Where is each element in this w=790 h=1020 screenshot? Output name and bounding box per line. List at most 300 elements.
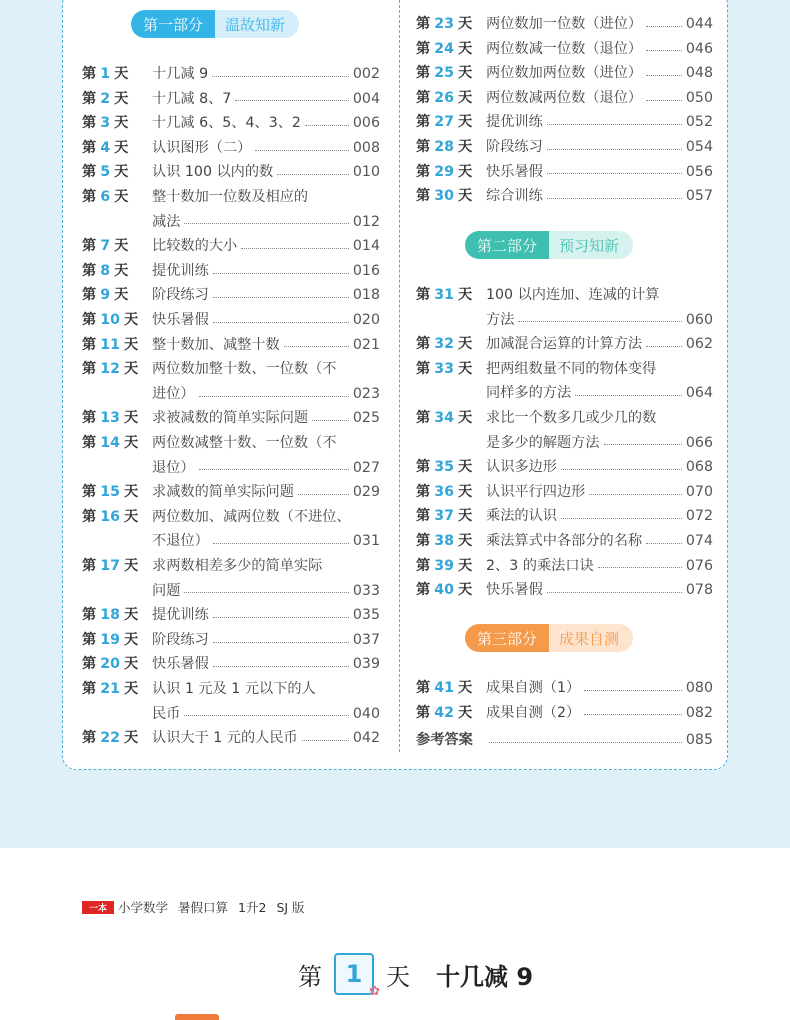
page-number: 037 [352, 631, 380, 648]
entry-title: 两位数加两位数（进位） [486, 65, 643, 82]
toc-entry[interactable] [82, 333, 380, 358]
toc-entry[interactable] [82, 357, 380, 406]
toc-entry[interactable] [416, 529, 713, 554]
entry-title: 求减数的简单实际问题 [152, 484, 294, 501]
day-suffix: 天 [123, 312, 139, 328]
toc-entry[interactable] [416, 578, 713, 603]
flower-icon: ✿ [369, 984, 380, 999]
page-number: 021 [352, 336, 380, 353]
leader-dots [184, 592, 349, 593]
page-number: 042 [352, 730, 380, 747]
day-suffix: 天 [123, 656, 139, 673]
entry-title: 快乐暑假 [152, 656, 209, 673]
day-suffix: 天 [123, 435, 139, 451]
toc-entry[interactable] [82, 628, 380, 653]
day-number: 16 [100, 508, 120, 525]
entry-title: 加减混合运算的计算方法 [486, 336, 643, 353]
day-prefix: 第 [416, 139, 431, 155]
day-number: 27 [434, 114, 454, 131]
toc-entry[interactable] [416, 283, 713, 332]
day-prefix: 第 [82, 607, 97, 624]
day-suffix: 天 [123, 484, 139, 501]
day-suffix: 天 [114, 287, 129, 304]
day-suffix: 天 [123, 607, 139, 624]
day-number: 23 [434, 16, 454, 32]
page-number: 056 [685, 163, 713, 180]
day-number: 30 [434, 188, 454, 205]
leader-dots [213, 322, 349, 323]
entry-title: 阶段练习 [486, 139, 543, 155]
day-label [82, 259, 148, 284]
entry-title: 乘法算式中各部分的名称 [486, 533, 643, 549]
leader-dots [284, 346, 349, 347]
page-number: 060 [685, 311, 713, 328]
section-name: 成果自测 [549, 624, 633, 652]
day-suffix: 天 [457, 459, 473, 476]
toc-entry[interactable] [416, 357, 713, 406]
toc-entry[interactable] [82, 160, 380, 185]
day-number: 40 [434, 582, 454, 599]
day-suffix: 天 [114, 66, 129, 82]
day-prefix: 第 [82, 287, 97, 304]
toc-entry[interactable] [416, 701, 713, 726]
subject-text: 小学数学 [118, 900, 169, 915]
entry-title: 求两数相差多少的简单实际 [152, 558, 323, 574]
leader-dots [561, 469, 682, 470]
day-prefix: 第 [82, 336, 97, 353]
leader-dots [646, 26, 682, 27]
leader-dots [213, 543, 349, 544]
day-number: 32 [434, 336, 454, 353]
day-prefix: 第 [416, 508, 431, 525]
page-number: 082 [685, 704, 713, 721]
day-suffix: 天 [457, 360, 473, 377]
entry-title: 快乐暑假 [486, 163, 543, 180]
page-number: 025 [352, 410, 380, 427]
day-prefix: 第 [82, 508, 97, 525]
toc-entry[interactable] [416, 332, 713, 357]
day-number: 3 [100, 115, 111, 132]
day-prefix: 第 [416, 40, 431, 57]
page-number: 078 [685, 582, 713, 599]
day-number-box [334, 953, 380, 999]
book-text: 暑假口算 [178, 900, 229, 915]
day-suffix: 天 [114, 238, 129, 255]
day-label [82, 726, 148, 751]
entry-title: 求比一个数多几或少几的数 [486, 410, 657, 426]
column-divider [399, 0, 400, 752]
page-number: 031 [352, 533, 380, 550]
leader-dots [547, 592, 682, 593]
day-label [416, 406, 482, 431]
entry-title: 方法 [486, 311, 515, 328]
day-prefix: 第 [82, 115, 97, 132]
page-number: 052 [685, 114, 713, 131]
day-label [416, 283, 482, 308]
day-suffix: 天 [114, 164, 129, 181]
page-number: 033 [352, 582, 380, 599]
entry-title: 不退位） [152, 533, 209, 550]
title-prefix: 第 [298, 962, 322, 991]
leader-dots [598, 567, 682, 568]
day-suffix: 天 [457, 65, 473, 82]
day-prefix: 第 [416, 704, 431, 721]
leader-dots [518, 321, 682, 322]
page-number: 085 [685, 732, 713, 748]
leader-dots [584, 690, 682, 691]
toc-entry[interactable] [82, 308, 380, 333]
day-number: 34 [434, 410, 454, 426]
day-suffix: 天 [457, 163, 473, 180]
toc-entry[interactable] [416, 110, 713, 135]
section-badge-part2 [465, 231, 633, 259]
toc-entry[interactable] [416, 480, 713, 505]
entry-title: 两位数加整十数、一位数（不 [152, 361, 337, 378]
day-label [82, 505, 148, 530]
leader-dots [235, 100, 349, 101]
leader-dots [241, 248, 349, 249]
day-prefix: 第 [416, 114, 431, 131]
day-number: 15 [100, 484, 120, 501]
page-number: 048 [685, 65, 713, 82]
leader-dots [213, 666, 349, 667]
page-number: 080 [685, 680, 713, 696]
day-label [82, 677, 148, 702]
toc-entry[interactable] [82, 259, 380, 284]
toc-entry[interactable] [416, 184, 713, 209]
day-prefix: 第 [416, 582, 431, 599]
day-prefix: 第 [82, 262, 97, 279]
day-suffix: 天 [457, 582, 473, 599]
leader-dots [184, 715, 349, 716]
page-number: 040 [352, 705, 380, 722]
page-number: 004 [352, 90, 380, 107]
toc-entry[interactable] [82, 406, 380, 431]
day-prefix: 第 [416, 188, 431, 205]
day-label [82, 111, 148, 136]
day-label [82, 308, 148, 333]
entry-title: 十几减 8、7 [152, 90, 232, 107]
entry-title: 提优训练 [152, 607, 209, 624]
day-label [82, 652, 148, 677]
day-number: 1 [345, 960, 363, 988]
title-suffix: 天 [386, 962, 410, 991]
day-prefix: 第 [416, 680, 431, 696]
leader-dots [199, 469, 349, 470]
day-suffix: 天 [457, 139, 473, 155]
entry-title: 两位数减两位数（退位） [486, 89, 643, 106]
edition-text: SJ 版 [276, 900, 305, 915]
leader-dots [646, 100, 682, 101]
page-number: 020 [352, 312, 380, 328]
page-number: 006 [352, 115, 380, 132]
toc-entry[interactable] [82, 111, 380, 136]
day-number: 21 [100, 681, 120, 697]
entry-title: 两位数减整十数、一位数（不 [152, 435, 337, 451]
day-prefix: 第 [416, 557, 431, 574]
page-number: 050 [685, 89, 713, 106]
page-number: 054 [685, 139, 713, 155]
toc-entry[interactable] [416, 406, 713, 455]
day-number: 33 [434, 360, 454, 377]
day-label [416, 184, 482, 209]
day-prefix: 第 [82, 484, 97, 501]
day-label [416, 529, 482, 554]
day-suffix: 天 [457, 410, 473, 426]
day-number: 7 [100, 238, 111, 255]
leader-dots [298, 494, 349, 495]
toc-entry[interactable] [416, 676, 713, 701]
day-suffix: 天 [457, 114, 473, 131]
entry-title: 整十数加一位数及相应的 [152, 189, 309, 205]
day-label [82, 480, 148, 505]
day-label [416, 480, 482, 505]
day-number: 26 [434, 89, 454, 106]
leader-dots [584, 714, 682, 715]
day-number: 6 [100, 189, 111, 205]
orange-tab-marker [175, 1014, 219, 1020]
toc-entry[interactable] [416, 86, 713, 111]
day-label [82, 136, 148, 161]
page-number: 018 [352, 287, 380, 304]
toc-entry[interactable] [82, 62, 380, 87]
page-number: 016 [352, 262, 380, 279]
lesson-title [298, 952, 534, 999]
page-number: 062 [685, 336, 713, 353]
day-suffix: 天 [114, 139, 129, 156]
toc-entry[interactable] [82, 234, 380, 259]
leader-dots [184, 223, 349, 224]
day-prefix: 第 [82, 681, 97, 697]
toc-entry[interactable] [416, 554, 713, 579]
day-suffix: 天 [457, 16, 473, 32]
day-number: 28 [434, 139, 454, 155]
entry-title: 整十数加、减整十数 [152, 336, 280, 353]
day-label [416, 504, 482, 529]
day-suffix: 天 [123, 631, 139, 648]
entry-title: 认识图形（二） [152, 139, 252, 156]
day-suffix: 天 [457, 557, 473, 574]
toc-entry[interactable] [416, 12, 713, 37]
day-prefix: 第 [82, 139, 97, 156]
day-number: 42 [434, 704, 454, 721]
entry-title: 认识多边形 [486, 459, 557, 476]
toc-entry[interactable] [416, 455, 713, 480]
leader-dots [305, 125, 349, 126]
page-number: 008 [352, 139, 380, 156]
toc-entry[interactable] [82, 652, 380, 677]
day-label [416, 12, 482, 37]
toc-entry[interactable] [416, 160, 713, 185]
section-label: 第二部分 [465, 231, 549, 259]
page-number: 002 [352, 66, 380, 82]
toc-entry[interactable] [82, 480, 380, 505]
day-label [416, 160, 482, 185]
day-label [416, 455, 482, 480]
day-suffix: 天 [457, 533, 473, 549]
toc-entry[interactable] [82, 505, 380, 554]
page-number: 074 [685, 533, 713, 549]
day-label [82, 554, 148, 579]
leader-dots [489, 742, 682, 743]
toc-entry[interactable] [82, 185, 380, 234]
entry-title: 进位） [152, 385, 195, 402]
toc-entry[interactable] [82, 554, 380, 603]
day-number: 2 [100, 90, 111, 107]
day-number: 8 [100, 262, 111, 279]
day-label [416, 554, 482, 579]
entry-title: 同样多的方法 [486, 385, 572, 402]
day-prefix: 第 [416, 65, 431, 82]
leader-dots [547, 173, 682, 174]
toc-entry[interactable] [82, 283, 380, 308]
day-label [82, 431, 148, 456]
day-prefix: 第 [82, 238, 97, 255]
entry-title: 认识平行四边形 [486, 483, 586, 500]
day-suffix: 天 [457, 680, 473, 696]
entry-title: 两位数加一位数（进位） [486, 16, 643, 32]
leader-dots [213, 642, 349, 643]
toc-entry[interactable] [416, 37, 713, 62]
day-number: 22 [100, 730, 120, 747]
entry-title: 成果自测（2） [486, 704, 581, 721]
page-number: 070 [685, 483, 713, 500]
leader-dots [589, 494, 682, 495]
leader-dots [646, 50, 682, 51]
toc-entry[interactable] [82, 677, 380, 726]
entry-title: 民币 [152, 705, 181, 722]
day-label [416, 110, 482, 135]
section-name: 温故知新 [215, 10, 299, 38]
toc-entry[interactable] [82, 726, 380, 751]
day-suffix: 天 [123, 681, 139, 697]
day-suffix: 天 [123, 558, 139, 574]
page-number: 010 [352, 164, 380, 181]
day-prefix: 第 [82, 164, 97, 181]
page-number: 012 [352, 213, 380, 230]
day-number: 13 [100, 410, 120, 427]
leader-dots [646, 543, 682, 544]
toc-entry[interactable] [416, 135, 713, 160]
day-prefix: 第 [416, 89, 431, 106]
day-suffix: 天 [123, 361, 139, 378]
lesson-name: 十几减 9 [436, 962, 534, 991]
day-suffix: 天 [457, 704, 473, 721]
leader-dots [213, 273, 349, 274]
toc-entry[interactable] [82, 603, 380, 628]
toc-entry[interactable] [82, 136, 380, 161]
day-number: 1 [100, 66, 111, 82]
entry-title: 成果自测（1） [486, 680, 581, 696]
day-label [82, 160, 148, 185]
day-label [416, 61, 482, 86]
day-number: 29 [434, 163, 454, 180]
leader-dots [255, 150, 349, 151]
leader-dots [547, 124, 682, 125]
day-label [82, 603, 148, 628]
entry-title: 求被减数的简单实际问题 [152, 410, 309, 427]
page-number: 068 [685, 459, 713, 476]
day-number: 35 [434, 459, 454, 476]
day-label [416, 86, 482, 111]
toc-entry[interactable] [416, 61, 713, 86]
day-number: 36 [434, 483, 454, 500]
day-suffix: 天 [457, 40, 473, 57]
leader-dots [547, 198, 682, 199]
page-number: 029 [352, 484, 380, 501]
leader-dots [213, 297, 349, 298]
day-label [82, 234, 148, 259]
day-label [82, 628, 148, 653]
leader-dots [302, 740, 349, 741]
day-prefix: 第 [82, 361, 97, 378]
entry-title: 两位数减一位数（退位） [486, 40, 643, 57]
toc-entry[interactable] [82, 87, 380, 112]
page-number: 064 [685, 385, 713, 402]
day-prefix: 第 [416, 410, 431, 426]
day-label [82, 185, 148, 210]
day-prefix: 第 [82, 90, 97, 107]
day-prefix: 第 [82, 189, 97, 205]
entry-title: 乘法的认识 [486, 508, 557, 525]
day-number: 39 [434, 557, 454, 574]
day-prefix: 第 [416, 287, 431, 303]
entry-title: 减法 [152, 213, 181, 230]
day-prefix: 第 [82, 558, 97, 574]
page-number: 039 [352, 656, 380, 673]
leader-dots [213, 617, 349, 618]
entry-title: 退位） [152, 459, 195, 476]
day-prefix: 第 [82, 730, 97, 747]
section-label: 第三部分 [465, 624, 549, 652]
leader-dots [277, 174, 349, 175]
day-label [82, 62, 148, 87]
day-number: 17 [100, 558, 120, 574]
day-suffix: 天 [457, 89, 473, 106]
day-label [82, 357, 148, 382]
entry-title: 十几减 9 [152, 66, 209, 82]
page-number: 014 [352, 238, 380, 255]
leader-dots [604, 444, 682, 445]
day-number: 14 [100, 435, 120, 451]
leader-dots [646, 346, 682, 347]
page-number: 044 [685, 16, 713, 32]
day-number: 41 [434, 680, 454, 696]
day-number: 11 [100, 336, 120, 353]
entry-title: 阶段练习 [152, 631, 209, 648]
section-badge-part1 [131, 10, 299, 38]
leader-dots [561, 518, 682, 519]
page-number: 076 [685, 557, 713, 574]
section-label: 第一部分 [131, 10, 215, 38]
day-number: 20 [100, 656, 120, 673]
page-number: 057 [685, 188, 713, 205]
toc-entry[interactable] [416, 504, 713, 529]
leader-dots [199, 396, 349, 397]
toc-entry[interactable] [82, 431, 380, 480]
day-suffix: 天 [457, 508, 473, 525]
page-number: 035 [352, 607, 380, 624]
day-prefix: 第 [82, 435, 97, 451]
leader-dots [646, 75, 682, 76]
entry-title: 十几减 6、5、4、3、2 [152, 115, 301, 132]
day-number: 5 [100, 164, 111, 181]
section-badge-part3 [465, 624, 633, 652]
leader-dots [212, 76, 349, 77]
day-prefix: 第 [82, 312, 97, 328]
day-number: 12 [100, 361, 120, 378]
leader-dots [312, 420, 349, 421]
